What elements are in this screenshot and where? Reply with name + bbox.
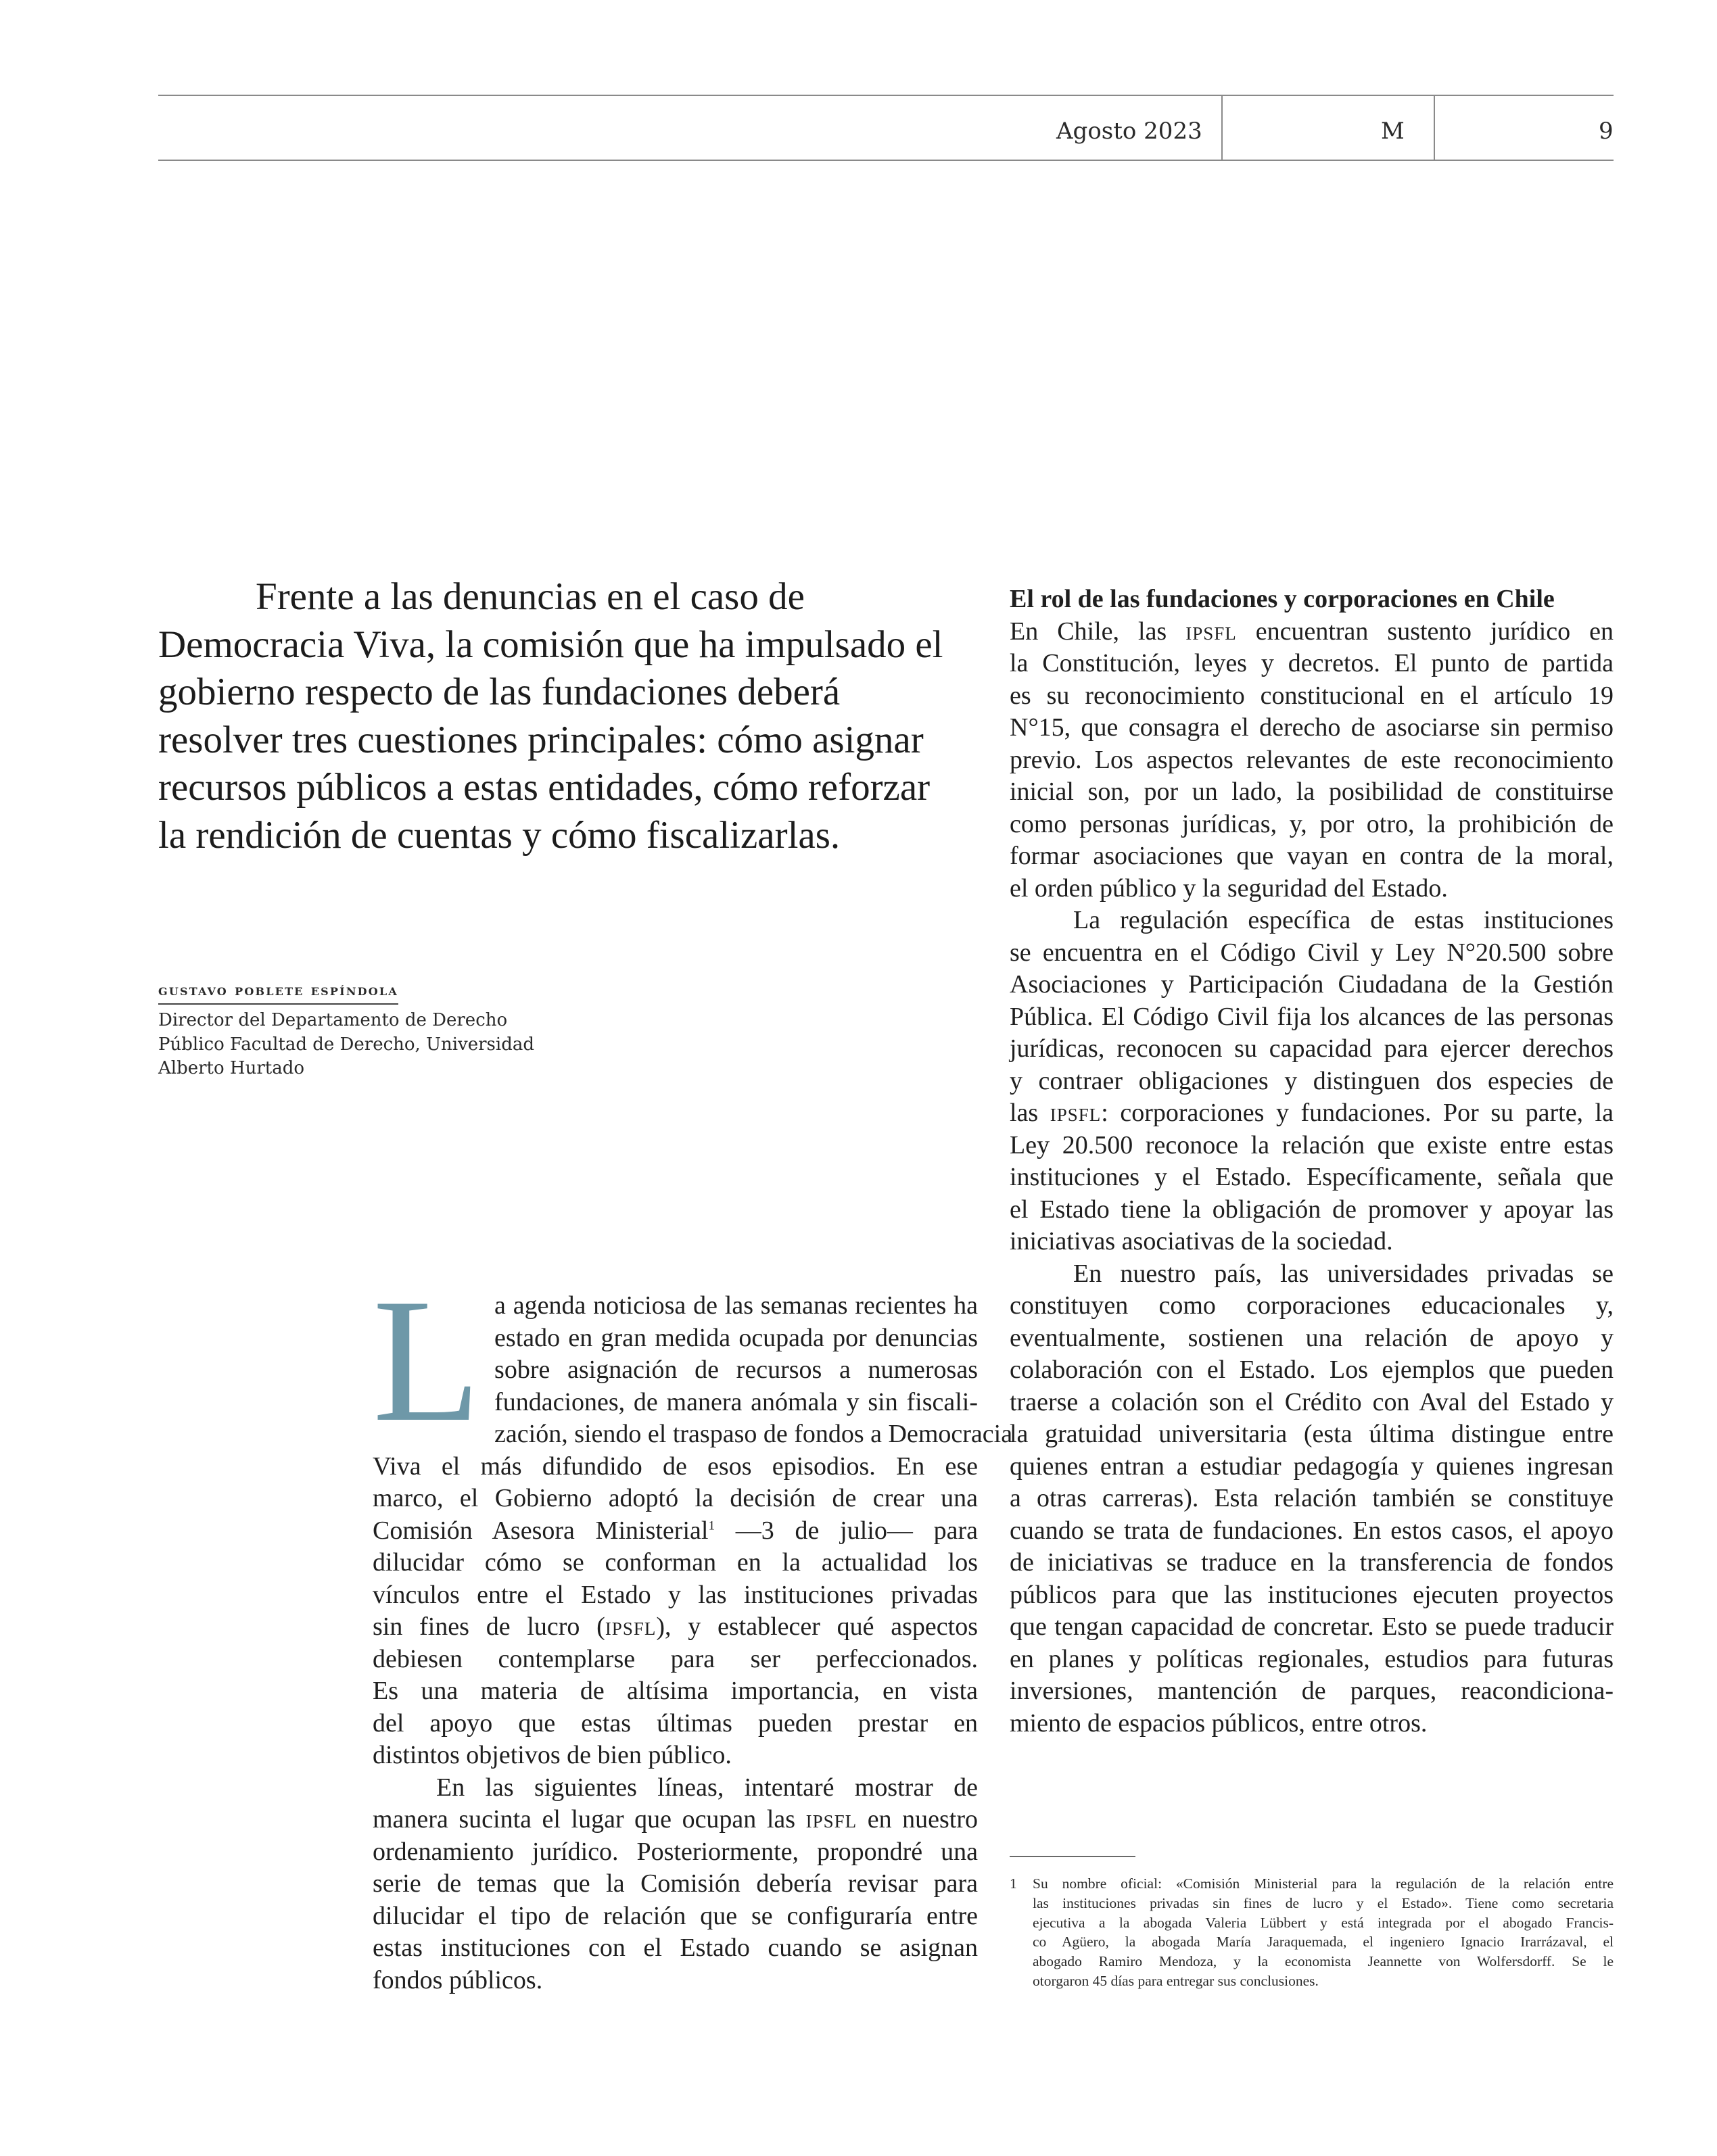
- text-line: a agenda noticiosa de las semanas recientes ha: [494, 1291, 978, 1320]
- lead-paragraph: Frente a las denuncias en el caso de Democracia Viva, la comisión que ha impulsado el gobierno respecto de las fundaciones deberá resolver tres cuestiones principales: cómo asignar recursos públicos a estas entidades, cómo reforzar la rendición de cuentas y cómo fiscalizarlas.: [158, 575, 943, 857]
- acronym: ipsfl: [1185, 617, 1237, 646]
- text-fragment: Comisión Asesora Ministerial: [373, 1516, 709, 1545]
- text-line: colaboración con el Estado. Los ejemplos que pueden: [1010, 1356, 1614, 1384]
- header-separator: [1434, 95, 1435, 160]
- acronym: ipsfl: [605, 1612, 657, 1641]
- acronym: ipsfl: [1050, 1099, 1102, 1127]
- header-separator: [1221, 95, 1223, 160]
- header-section-letter: M: [1381, 118, 1405, 145]
- section-subheading: El rol de las fundaciones y corporaciones en Chile: [1010, 585, 1555, 613]
- affiliation-line: Alberto Hurtado: [158, 1058, 305, 1078]
- text-line: se encuentra en el Código Civil y Ley N°20.500 sobre: [1010, 938, 1614, 967]
- footnote-line: otorgaron 45 días para entregar sus conclusiones.: [1033, 1972, 1319, 1989]
- text-line: inversiones, mantención de parques, reacondiciona-: [1010, 1677, 1614, 1705]
- text-line: estado en gran medida ocupada por denuncias: [494, 1323, 978, 1352]
- article-paragraph: [1010, 616, 1614, 905]
- text-line: N°15, que consagra el derecho de asociarse sin permiso: [1010, 713, 1614, 742]
- article-paragraph: [1010, 1258, 1614, 1740]
- text-line: inicial son, por un lado, la posibilidad de constituirse: [1010, 777, 1614, 806]
- text-line: la Constitución, leyes y decretos. El punto de partida: [1010, 649, 1614, 677]
- text-line: En las siguientes líneas, intentaré mostrar de: [436, 1773, 978, 1802]
- text-line: Es una materia de altísima importancia, en vista: [373, 1677, 978, 1705]
- text-line: cuando se trata de fundaciones. En estos casos, el apoyo: [1010, 1516, 1614, 1545]
- text-line: a otras carreras). Esta relación también se constituye: [1010, 1484, 1614, 1512]
- text-line: debiesen contemplarse para ser perfeccionados.: [373, 1644, 978, 1673]
- footnote-ref: 1: [708, 1518, 715, 1533]
- text-line: fundaciones, de manera anómala y sin fiscali-: [494, 1387, 978, 1416]
- text-line: y contraer obligaciones y distinguen dos especies de: [1010, 1066, 1614, 1095]
- article-right-column: [1010, 583, 1614, 1740]
- text-line: dilucidar cómo se conforman en la actualidad los: [373, 1548, 978, 1577]
- affiliation-line: Director del Departamento de Derecho: [158, 1010, 508, 1030]
- author-affiliation: [158, 1009, 564, 1081]
- text-line: Pública. El Código Civil fija los alcances de las personas: [1010, 1002, 1614, 1031]
- text-fragment: en nuestro: [857, 1805, 979, 1834]
- text-line: previo. Los aspectos relevantes de este reconocimiento: [1010, 745, 1614, 774]
- footnote-line: ejecutiva a la abogada Valeria Lübbert y está integrada por el abogado Francis-: [1033, 1914, 1614, 1931]
- header-bottom-rule: [158, 160, 1614, 161]
- footnote-number: 1: [1010, 1875, 1017, 1892]
- text-line: públicos para que las instituciones ejecuten proyectos: [1010, 1580, 1614, 1609]
- text-line: [1010, 616, 1614, 648]
- text-line: La regulación específica de estas instituciones: [1073, 906, 1614, 934]
- text-line: marco, el Gobierno adoptó la decisión de crear una: [373, 1484, 978, 1512]
- article-left-column: [373, 1262, 1013, 1996]
- footnote-line: las instituciones privadas sin fines de lucro y el Estado». Tiene como secretaria: [1033, 1894, 1614, 1911]
- text-line: el Estado tiene la obligación de promover y apoyar las: [1010, 1195, 1614, 1224]
- text-line: instituciones y el Estado. Específicamente, señala que: [1010, 1163, 1614, 1191]
- text-line: miento de espacios públicos, entre otros.: [1010, 1708, 1428, 1738]
- footnote-line: abogado Ramiro Mendoza, y la economista Jeannette von Wolfersdorff. Se le: [1033, 1953, 1614, 1970]
- footnote-line: Su nombre oficial: «Comisión Ministerial para la regulación de la relación entre: [1033, 1875, 1614, 1892]
- acronym: ipsfl: [805, 1805, 857, 1834]
- text-line: estas instituciones con el Estado cuando se asignan: [373, 1934, 978, 1962]
- text-line: fondos públicos.: [373, 1965, 543, 1994]
- article-paragraph: [1010, 905, 1614, 1258]
- text-fragment: sin fines de lucro (: [373, 1612, 605, 1641]
- text-line: del apoyo que estas últimas pueden prestar en: [373, 1708, 978, 1738]
- text-line: es su reconocimiento constitucional en el artículo 19: [1010, 681, 1614, 710]
- footnote-line: co Agüero, la abogada María Jaraquemada, el ingeniero Ignacio Irarrázaval, el: [1033, 1934, 1614, 1950]
- text-line: quienes entran a estudiar pedagogía y quienes ingresan: [1010, 1452, 1614, 1481]
- text-line: formar asociaciones que vayan en contra de la moral,: [1010, 842, 1614, 870]
- header-date: Agosto 2023: [1056, 118, 1202, 145]
- text-line: iniciativas asociativas de la sociedad.: [1010, 1227, 1393, 1255]
- footnote-rule: [1010, 1856, 1135, 1857]
- author-name: gustavo poblete espíndola: [158, 980, 398, 1005]
- text-line: de iniciativas se traduce en la transferencia de fondos: [1010, 1548, 1614, 1577]
- text-line: [373, 1515, 978, 1548]
- text-fragment: : corporaciones y fundaciones. Por su parte, la: [1101, 1099, 1614, 1127]
- text-line: Ley 20.500 reconoce la relación que existe entre estas: [1010, 1130, 1614, 1159]
- text-line: en planes y políticas regionales, estudios para futuras: [1010, 1644, 1614, 1673]
- text-line: zación, siendo el traspaso de fondos a Democracia: [494, 1420, 1013, 1448]
- text-fragment: —3 de julio— para: [714, 1516, 978, 1545]
- article-paragraph: [373, 1262, 1013, 1772]
- text-line: serie de temas que la Comisión debería revisar para: [373, 1869, 978, 1898]
- footnote-text: [1033, 1874, 1614, 1991]
- text-line: dilucidar el tipo de relación que se configuraría entre: [373, 1901, 978, 1930]
- text-fragment: encuentran sustento jurídico en: [1236, 617, 1614, 646]
- text-line: el orden público y la seguridad del Estado.: [1010, 873, 1448, 903]
- text-line: que tengan capacidad de concretar. Esto se puede traducir: [1010, 1612, 1614, 1641]
- drop-cap: L: [373, 1262, 481, 1458]
- text-line: como personas jurídicas, y, por otro, la prohibición de: [1010, 809, 1614, 838]
- text-fragment: ), y establecer qué aspectos: [656, 1612, 978, 1641]
- text-line: En nuestro país, las universidades privadas se: [1073, 1259, 1614, 1288]
- text-line: [1010, 1097, 1614, 1130]
- text-fragment: En Chile, las: [1010, 617, 1186, 646]
- text-line: sobre asignación de recursos a numerosas: [494, 1356, 978, 1384]
- text-line: la gratuidad universitaria (esta última distingue entre: [1010, 1420, 1614, 1448]
- page-number: 9: [1599, 118, 1614, 145]
- header-top-rule: [158, 95, 1614, 96]
- text-line: jurídicas, reconocen su capacidad para ejercer derechos: [1010, 1034, 1614, 1063]
- text-line: ordenamiento jurídico. Posteriormente, propondré una: [373, 1837, 978, 1866]
- text-fragment: las: [1010, 1099, 1050, 1127]
- text-line: Asociaciones y Participación Ciudadana de la Gestión: [1010, 970, 1614, 999]
- text-line: vínculos entre el Estado y las instituciones privadas: [373, 1580, 978, 1609]
- text-line: distintos objetivos de bien público.: [373, 1741, 732, 1769]
- affiliation-line: Público Facultad de Derecho, Universidad: [158, 1034, 535, 1055]
- article-paragraph: [373, 1772, 978, 1997]
- text-line: [373, 1804, 978, 1836]
- text-line: traerse a colación son el Crédito con Aval del Estado y: [1010, 1387, 1614, 1416]
- text-line: eventualmente, sostienen una relación de apoyo y: [1010, 1323, 1614, 1352]
- text-line: Viva el más difundido de esos episodios. En ese: [373, 1452, 978, 1481]
- text-line: constituyen como corporaciones educacionales y,: [1010, 1291, 1614, 1320]
- text-line: [373, 1611, 978, 1644]
- text-fragment: manera sucinta el lugar que ocupan las: [373, 1805, 806, 1834]
